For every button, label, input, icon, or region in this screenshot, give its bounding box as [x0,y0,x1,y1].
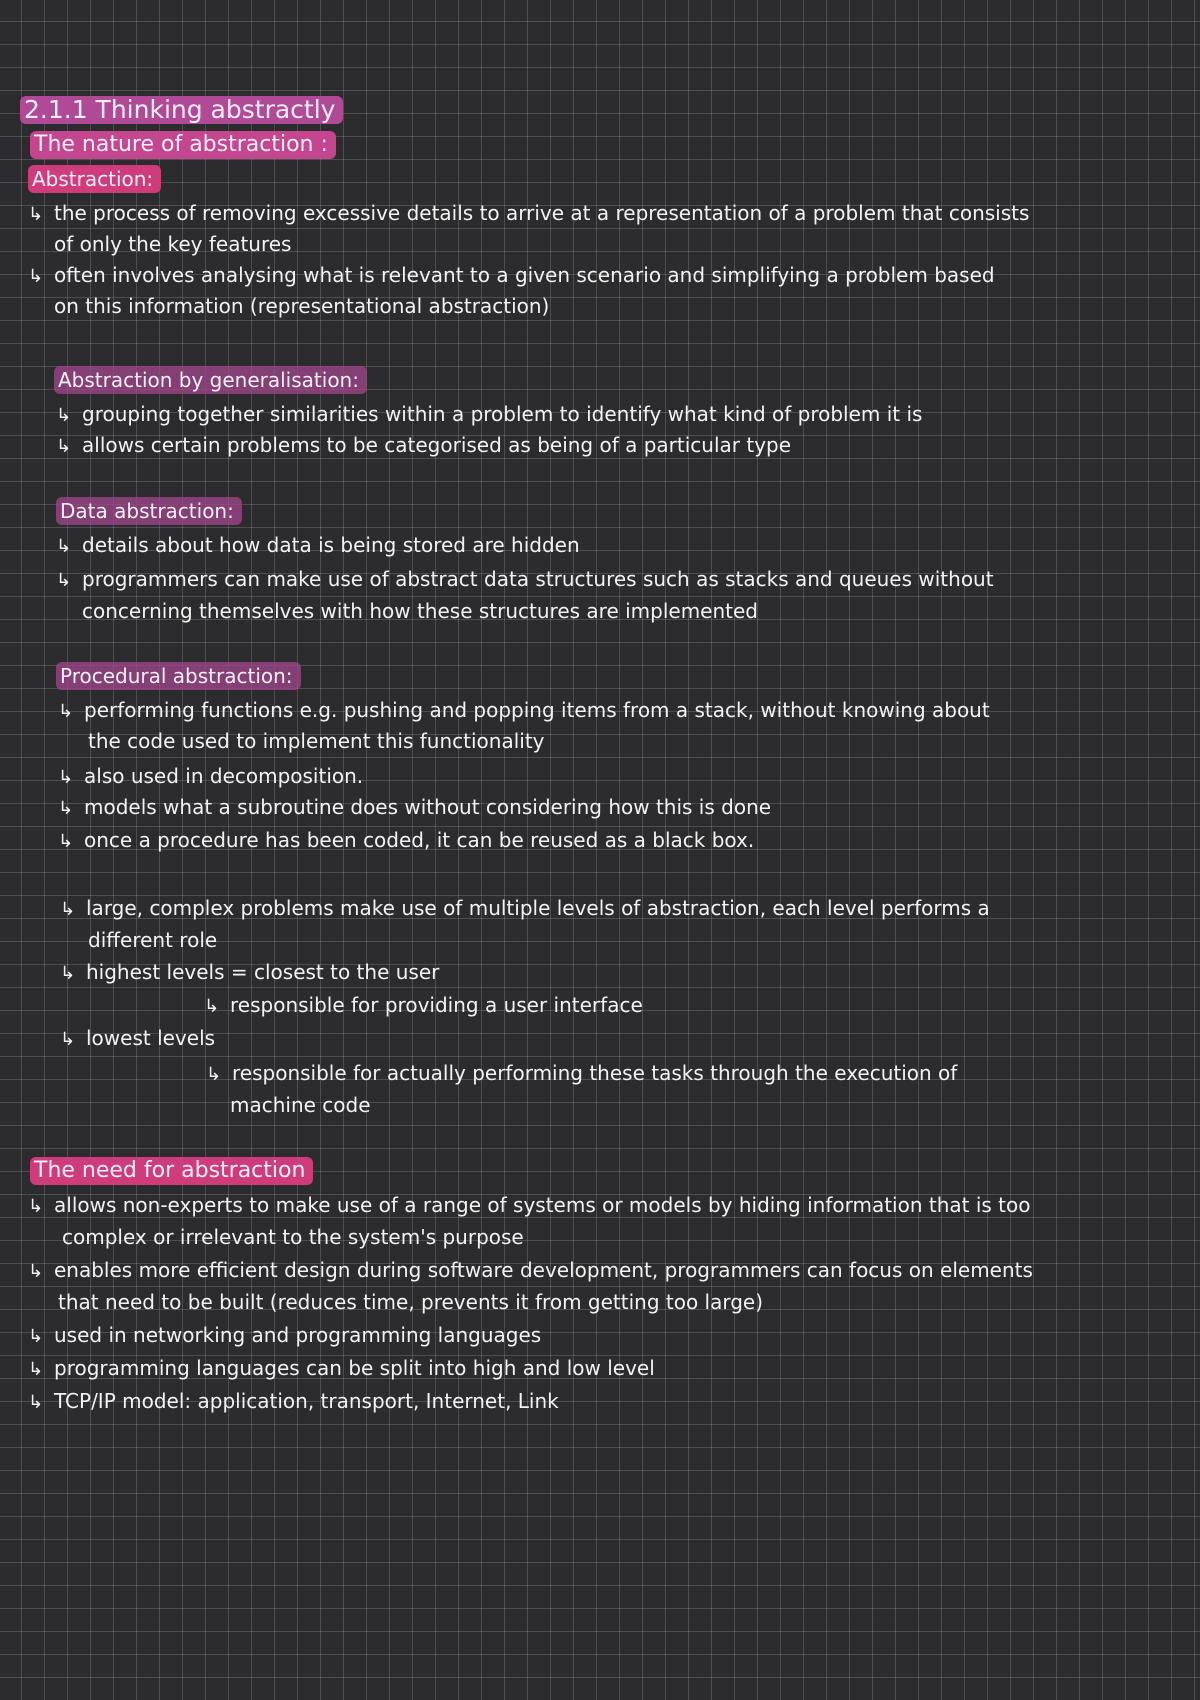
procedural-line-1-cont: the code used to implement this functionality [88,729,545,753]
abstraction-line-2: ↳ often involves analysing what is relevant to a given scenario and simplifying a problem based [28,260,995,292]
generalisation-heading: Abstraction by generalisation: [54,366,367,394]
arrow-icon: ↳ [56,536,72,557]
arrow-icon: ↳ [204,996,220,1017]
procedural-heading: Procedural abstraction: [56,662,301,690]
arrow-icon: ↳ [28,1359,44,1380]
data-abstraction-heading: Data abstraction: [56,497,242,525]
generalisation-line-1: ↳ grouping together similarities within a problem to identify what kind of problem it is [56,399,922,431]
arrow-icon: ↳ [58,701,74,722]
need-line-5: ↳ TCP/IP model: application, transport, Internet, Link [28,1386,559,1418]
data-abstraction-line-2-cont: concerning themselves with how these structures are implemented [82,599,759,623]
procedural-line-3: ↳ models what a subroutine does without considering how this is done [58,792,771,824]
levels-line-2-sub: ↳ responsible for providing a user interface [204,990,643,1022]
need-line-4: ↳ programming languages can be split into high and low level [28,1353,655,1385]
arrow-icon: ↳ [56,570,72,591]
arrow-icon: ↳ [60,899,76,920]
levels-line-3: ↳ lowest levels [60,1023,215,1055]
arrow-icon: ↳ [28,1196,44,1217]
need-heading: The need for abstraction [30,1157,313,1185]
arrow-icon: ↳ [58,798,74,819]
section-title: 2.1.1 Thinking abstractly [20,96,343,124]
arrow-icon: ↳ [58,831,74,852]
arrow-icon: ↳ [56,405,72,426]
arrow-icon: ↳ [28,266,44,287]
arrow-icon: ↳ [60,963,76,984]
need-line-2-cont: that need to be built (reduces time, prevents it from getting too large) [58,1290,764,1314]
abstraction-line-1-cont: of only the key features [54,232,292,256]
main-heading: The nature of abstraction : [30,131,336,159]
need-line-3: ↳ used in networking and programming languages [28,1320,541,1352]
abstraction-line-2-cont: on this information (representational abstraction) [54,294,550,318]
arrow-icon: ↳ [28,1326,44,1347]
arrow-icon: ↳ [28,1261,44,1282]
arrow-icon: ↳ [60,1029,76,1050]
data-abstraction-line-2: ↳ programmers can make use of abstract data structures such as stacks and queues without [56,564,994,596]
generalisation-line-2: ↳ allows certain problems to be categorised as being of a particular type [56,430,791,462]
abstraction-line-1: ↳ the process of removing excessive details to arrive at a representation of a problem that consists [28,198,1029,230]
procedural-line-4: ↳ once a procedure has been coded, it can be reused as a black box. [58,825,754,857]
arrow-icon: ↳ [206,1064,222,1085]
levels-line-2: ↳ highest levels = closest to the user [60,957,439,989]
levels-line-3-sub-cont: machine code [230,1093,371,1117]
arrow-icon: ↳ [28,1392,44,1413]
need-line-1-cont: complex or irrelevant to the system's purpose [62,1225,524,1249]
abstraction-heading: Abstraction: [28,165,161,193]
arrow-icon: ↳ [28,204,44,225]
arrow-icon: ↳ [58,767,74,788]
data-abstraction-line-1: ↳ details about how data is being stored are hidden [56,530,580,562]
levels-line-3-sub: ↳ responsible for actually performing these tasks through the execution of [206,1058,957,1090]
procedural-line-2: ↳ also used in decomposition. [58,761,363,793]
levels-line-1: ↳ large, complex problems make use of multiple levels of abstraction, each level performs a [60,893,990,925]
arrow-icon: ↳ [56,436,72,457]
need-line-2: ↳ enables more efficient design during software development, programmers can focus on elements [28,1255,1033,1287]
procedural-line-1: ↳ performing functions e.g. pushing and popping items from a stack, without knowing about [58,695,990,727]
need-line-1: ↳ allows non-experts to make use of a range of systems or models by hiding information that is too [28,1190,1031,1222]
levels-line-1-cont: different role [88,928,218,952]
